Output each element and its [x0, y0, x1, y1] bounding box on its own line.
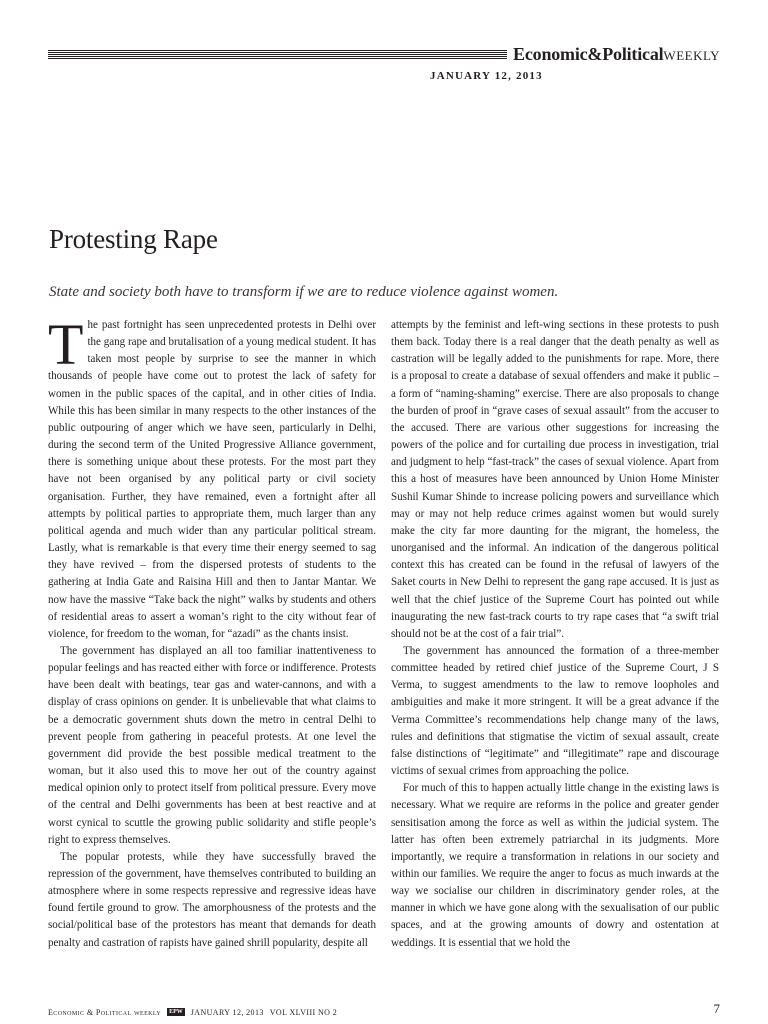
drop-cap: T [48, 317, 84, 377]
paragraph [48, 317, 376, 643]
paragraph: The government has announced the formation of a three-member committee headed by retired chief justice of the Supreme Court, J S Verma, to suggest amendments to the law to remove loopholes and ambiguities and make it more stringent. It will be a great advance if the Verma Committee’s recommendations help change many of the laws, rules and definitions that stigmatise the victim of sexual assault, create false distinctions of “legitimate” and “illegitimate” rape and discourage victims of sexual crimes from approaching the police. [391, 644, 719, 778]
brand-weekly: WEEKLY [663, 47, 720, 63]
page-footer [48, 1005, 720, 1019]
article-column-right [391, 317, 719, 997]
article-title: Protesting Rape [49, 224, 218, 254]
page-number: 7 [713, 1001, 720, 1016]
footer-volume: VOL XLVIII NO 2 [269, 1007, 338, 1017]
masthead-rules [48, 50, 507, 59]
paragraph-text: he past fortnight has seen unprecedented protests in Delhi over the gang rape and brutalisation of a young medical student. It has taken most people by surprise to see the manner in which thousands of people have come out to protest the lack of safety for women in the public spaces of the capital, and in other cities of India. While this has been similar in many respects to the other instances of the public outpouring of anger which we have seen, particularly in Delhi, during the second term of the United Progressive Alliance government, there is something unique about these protests. For the most part they have not been organised by any political party or civil society organisation. Further, they have remained, even a fortnight after all attempts by political parties to appropriate them, much larger than any political agenda and much wider than any particular political stream. Lastly, what is remarkable is that every time their energy seemed to sag they have revived – from the dispersed protests of students to the gathering at India Gate and Raisina Hill and then to Jantar Mantar. We now have the massive “Take back the night” walks by students and others of residential areas to assert a woman’s right to the city without fear of violence, for freedom to the woman, for “azadi” as the chants insist. [48, 319, 376, 640]
paragraph: The popular protests, while they have successfully braved the repression of the government, have themselves contributed to building an atmosphere where in some respects repressive and regressive ideas have found fertile ground to grow. The amorphousness of the protests and the social/political base of the protestors has meant that demands for death penalty and castration of rapists have gained shrill popularity, despite all [48, 850, 376, 949]
masthead [48, 44, 720, 64]
paragraph: For much of this to happen actually little change in the existing laws is necessary. What we require are reforms in the police and greater gender sensitisation among the force as well as within the judicial system. The latter has often been extremely patriarchal in its judgments. More importantly, we require a transformation in relations in our society and within our families. We require the anger to focus as much inwards at the way we socialise our children in discriminatory gender roles, at the manner in which we have gone along with the sexualisation of our public spaces, and at the growing amounts of dowry and ostentation at weddings. It is essential that we hold the [391, 782, 719, 949]
journal-brand [507, 44, 720, 65]
brand-main: Economic&Political [513, 43, 664, 64]
footer-journal: Economic & Political weekly [48, 1007, 162, 1017]
paragraph: The government has displayed an all too familiar inattentiveness to popular feelings and has reacted either with force or indifference. Protests have been dealt with beatings, tear gas and water-cannons, and with a display of crass opinions on gender. It is unbelievable that what claims to be a democratic government shuts down the metro in central Delhi to prevent people from gathering in peaceful protests. At one level the government did provide the best possible medical treatment to the woman, but it also used this to move her out of the country against medical opinion only to protect itself from political pressure. Every move of the central and Delhi governments has been at best reactive and at worst cynical to scuttle the growing public solidarity and stifle people’s right to express themselves. [48, 644, 376, 846]
footer-date: JANUARY 12, 2013 [190, 1007, 264, 1017]
epw-logo: EPW [169, 1009, 183, 1015]
paragraph: attempts by the feminist and left-wing sections in these protests to push them back. Today there is a real danger that the death penalty as well as castration will be legally added to the punishments for rape. More, there is a proposal to create a database of sexual offenders and make it public – a form of “naming-shaming” exercise. There are also proposals to change the burden of proof in “grave cases of sexual assault” from the accuser to the accused. There are various other suggestions for increasing the powers of the police and for curtailing due process in investigation, trial and judgment to help “fast-track” the cases of sexual violence. Apart from this a host of measures have been announced by Union Home Minister Sushil Kumar Shinde to increase policing powers and surveillance which may or may not help reduce crimes against women but would surely make the city far more daunting for the migrant, the homeless, the unorganised and the informal. An indication of the dangerous political context this has created can be found in the refusal of lawyers of the Saket courts in New Delhi to represent the gang rape accused. It is just as well that the chief justice of the Supreme Court has pointed out while inaugurating the new fast-track courts to try rape cases that “a swift trial should not be at the cost of a fair trial”. [391, 319, 719, 640]
article-column-left [48, 317, 376, 997]
issue-date: JANUARY 12, 2013 [430, 70, 543, 82]
article-deck: State and society both have to transform if we are to reduce violence against women. [49, 284, 559, 300]
